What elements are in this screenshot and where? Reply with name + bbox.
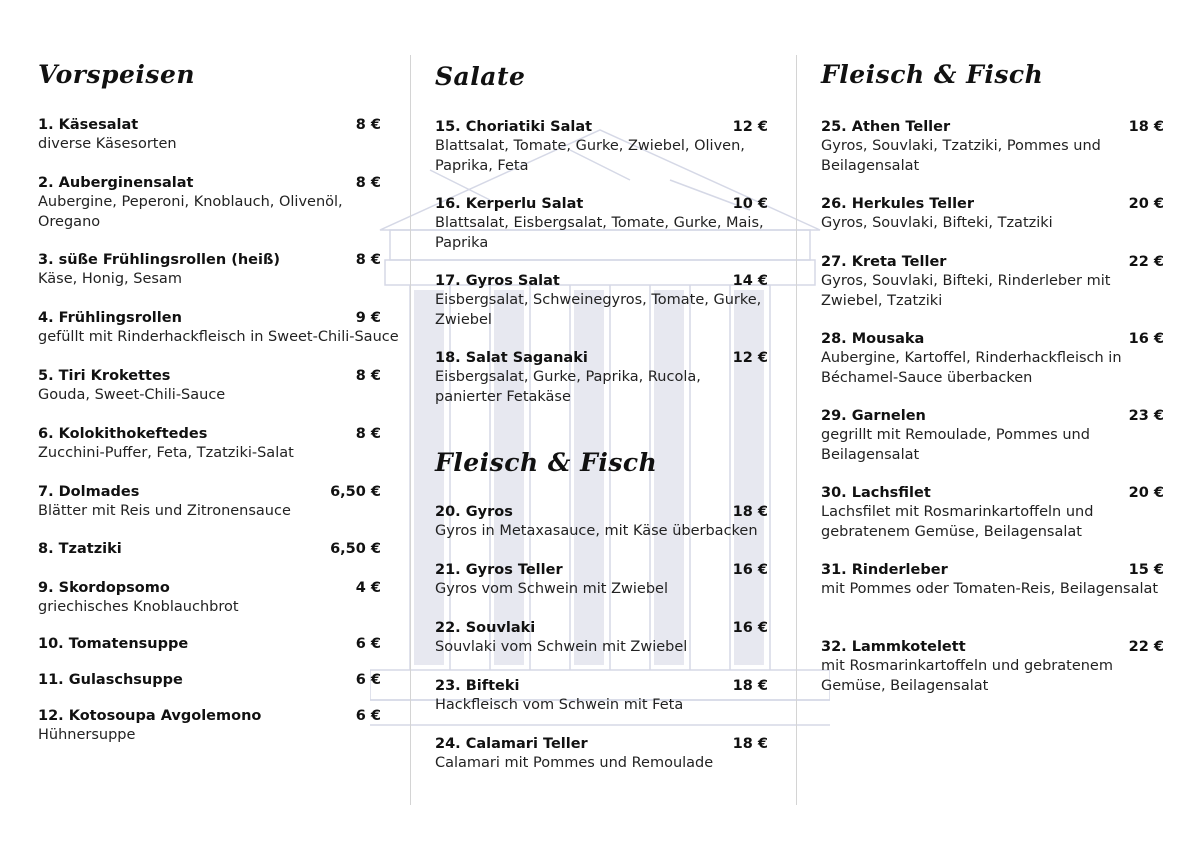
item-price: 4 € [355, 580, 381, 596]
menu-item [821, 329, 1164, 388]
item-description: diverse Käsesorten [38, 136, 177, 152]
menu-item [38, 482, 381, 522]
item-name: 17. Gyros Salat [435, 273, 560, 289]
item-description: Gyros in Metaxasauce, mit Käse überbacken [435, 523, 758, 539]
item-name: 10. Tomatensuppe [38, 636, 189, 652]
menu-item [435, 734, 768, 774]
item-name: 21. Gyros Teller [435, 562, 563, 578]
item-name: 6. Kolokithokeftedes [38, 426, 208, 442]
item-name: 9. Skordopsomo [38, 580, 170, 596]
item-name: 24. Calamari Teller [435, 736, 588, 752]
item-description: mit Pommes oder Tomaten-Reis, Beilagensalat [821, 581, 1159, 597]
item-description: Hackfleisch vom Schwein mit Feta [435, 697, 684, 713]
menu-item [435, 117, 768, 176]
item-description: Eisbergsalat, Schweinegyros, Tomate, Gurke, Zwiebel [435, 292, 762, 328]
item-name: 25. Athen Teller [821, 119, 951, 135]
item-price: 6 € [355, 672, 381, 688]
item-description: Käse, Honig, Sesam [38, 271, 182, 287]
item-description: Aubergine, Peperoni, Knoblauch, Olivenöl, Oregano [38, 194, 343, 230]
item-name: 4. Frühlingsrollen [38, 310, 182, 326]
item-price: 22 € [1128, 254, 1164, 270]
item-price: 18 € [732, 736, 768, 752]
item-price: 6 € [355, 636, 381, 652]
item-description: Gyros, Souvlaki, Bifteki, Tzatziki [821, 215, 1053, 231]
item-price: 6 € [355, 708, 381, 724]
item-description: Blattsalat, Tomate, Gurke, Zwiebel, Oliven, Paprika, Feta [435, 138, 745, 174]
item-name: 2. Auberginensalat [38, 175, 194, 191]
item-description: Eisbergsalat, Gurke, Paprika, Rucola, panierter Fetakäse [435, 369, 701, 405]
item-description: Blattsalat, Eisbergsalat, Tomate, Gurke, Mais, Paprika [435, 215, 764, 251]
item-name: 8. Tzatziki [38, 541, 122, 557]
menu-item [38, 308, 399, 348]
item-name: 18. Salat Saganaki [435, 350, 588, 366]
item-name: 29. Garnelen [821, 408, 926, 424]
item-name: 31. Rinderleber [821, 562, 948, 578]
item-price: 15 € [1128, 562, 1164, 578]
item-name: 22. Souvlaki [435, 620, 536, 636]
item-price: 18 € [732, 504, 768, 520]
menu-item [435, 502, 768, 542]
item-name: 27. Kreta Teller [821, 254, 947, 270]
menu-item [821, 194, 1164, 234]
item-name: 32. Lammkotelett [821, 639, 966, 655]
menu-item [38, 670, 381, 690]
item-name: 11. Gulaschsuppe [38, 672, 183, 688]
menu-item [38, 173, 381, 232]
menu-item [435, 271, 768, 330]
item-description: gefüllt mit Rinderhackfleisch in Sweet-Chili-Sauce [38, 329, 399, 345]
item-description: Gyros, Souvlaki, Bifteki, Rinderleber mit Zwiebel, Tzatziki [821, 273, 1111, 309]
item-price: 8 € [355, 426, 381, 442]
item-name: 7. Dolmades [38, 484, 140, 500]
menu-item [435, 560, 768, 600]
item-description: Blätter mit Reis und Zitronensauce [38, 503, 291, 519]
item-price: 16 € [732, 620, 768, 636]
item-price: 18 € [1128, 119, 1164, 135]
menu-item [821, 637, 1164, 696]
item-price: 8 € [355, 117, 381, 133]
item-description: Zucchini-Puffer, Feta, Tzatziki-Salat [38, 445, 294, 461]
item-name: 26. Herkules Teller [821, 196, 975, 212]
item-name: 3. süße Frühlingsrollen (heiß) [38, 252, 281, 268]
item-name: 16. Kerperlu Salat [435, 196, 584, 212]
item-price: 8 € [355, 252, 381, 268]
column-divider [796, 55, 797, 805]
menu-item [38, 366, 381, 406]
item-price: 18 € [732, 678, 768, 694]
item-price: 12 € [732, 119, 768, 135]
menu-item [821, 406, 1164, 465]
menu-item [38, 250, 381, 290]
section-title-vorspeisen: Vorspeisen [38, 60, 196, 89]
item-price: 8 € [355, 175, 381, 191]
menu-item [38, 634, 381, 654]
item-description: Gyros vom Schwein mit Zwiebel [435, 581, 668, 597]
item-name: 28. Mousaka [821, 331, 925, 347]
item-price: 12 € [732, 350, 768, 366]
menu-item [38, 706, 381, 746]
item-price: 14 € [732, 273, 768, 289]
section-title-salate: Salate [435, 62, 526, 91]
item-description: Calamari mit Pommes und Remoulade [435, 755, 714, 771]
menu-item [38, 578, 381, 618]
item-price: 20 € [1128, 196, 1164, 212]
item-description: Gyros, Souvlaki, Tzatziki, Pommes und Beilagensalat [821, 138, 1101, 174]
menu-item [435, 348, 768, 407]
menu-item [38, 424, 381, 464]
menu-item [435, 618, 768, 658]
item-price: 9 € [355, 310, 381, 326]
section-title-fleisch-fisch: Fleisch & Fisch [821, 60, 1044, 89]
item-description: griechisches Knoblauchbrot [38, 599, 239, 615]
menu-item [435, 676, 768, 716]
item-price: 16 € [1128, 331, 1164, 347]
item-price: 8 € [355, 368, 381, 384]
item-name: 20. Gyros [435, 504, 513, 520]
item-description: Gouda, Sweet-Chili-Sauce [38, 387, 226, 403]
item-name: 1. Käsesalat [38, 117, 139, 133]
item-price: 6,50 € [330, 484, 381, 500]
item-description: Souvlaki vom Schwein mit Zwiebel [435, 639, 688, 655]
item-description: gegrillt mit Remoulade, Pommes und Beilagensalat [821, 427, 1090, 463]
item-name: 30. Lachsfilet [821, 485, 931, 501]
item-name: 5. Tiri Krokettes [38, 368, 171, 384]
item-description: Lachsfilet mit Rosmarinkartoffeln und gebratenem Gemüse, Beilagensalat [821, 504, 1094, 540]
column-divider [410, 55, 411, 805]
menu-item [821, 560, 1164, 600]
menu-item [38, 115, 381, 155]
section-title-fleisch-fisch: Fleisch & Fisch [435, 448, 658, 477]
item-price: 23 € [1128, 408, 1164, 424]
item-description: Hühnersuppe [38, 727, 136, 743]
item-price: 20 € [1128, 485, 1164, 501]
menu-item [821, 483, 1164, 542]
menu-item [435, 194, 768, 253]
menu-item [821, 117, 1164, 176]
item-name: 23. Bifteki [435, 678, 520, 694]
menu-item [821, 252, 1164, 311]
item-price: 6,50 € [330, 541, 381, 557]
item-description: Aubergine, Kartoffel, Rinderhackfleisch in Béchamel-Sauce überbacken [821, 350, 1122, 386]
item-description: mit Rosmarinkartoffeln und gebratenem Gemüse, Beilagensalat [821, 658, 1113, 694]
item-name: 12. Kotosoupa Avgolemono [38, 708, 262, 724]
item-price: 16 € [732, 562, 768, 578]
item-price: 22 € [1128, 639, 1164, 655]
item-price: 10 € [732, 196, 768, 212]
menu-item [38, 539, 381, 559]
item-name: 15. Choriatiki Salat [435, 119, 593, 135]
